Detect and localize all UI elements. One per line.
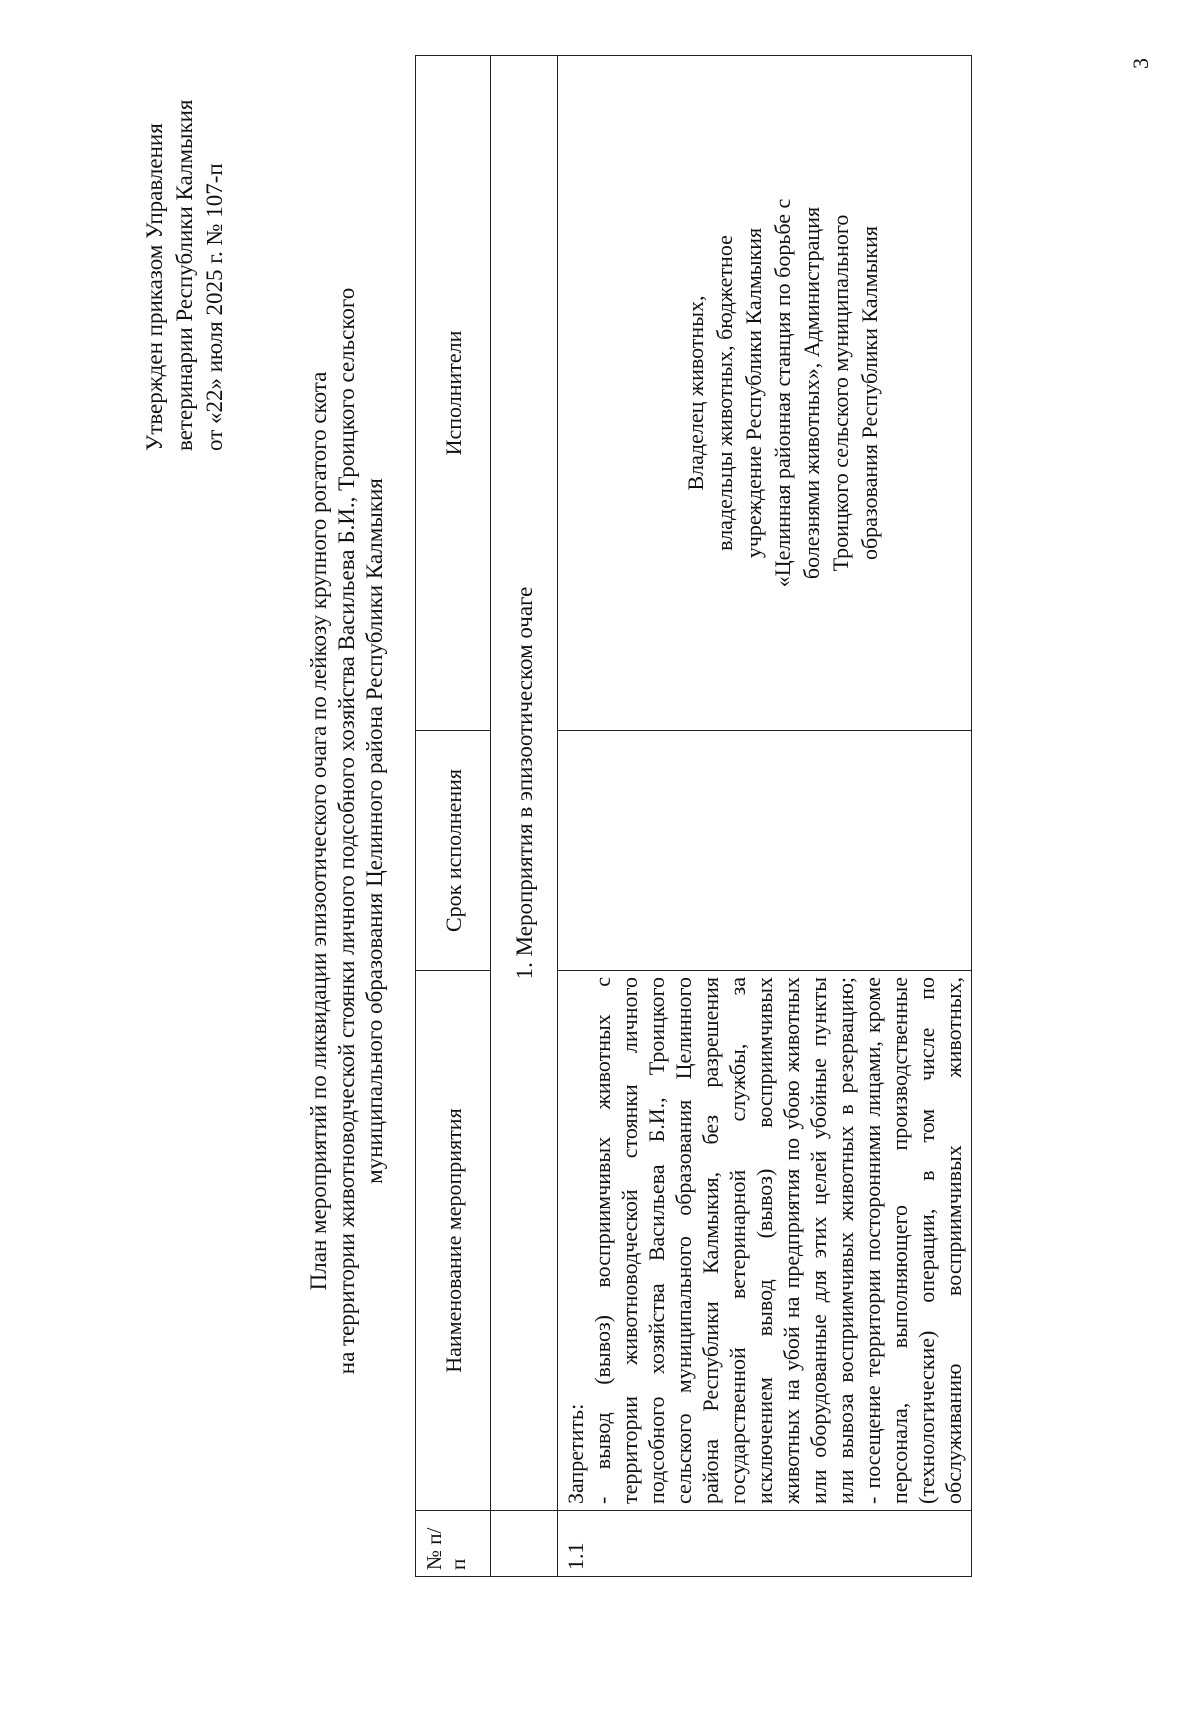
measure-line: персонала, выполняющего производственные — [887, 977, 912, 1504]
executors-cell — [558, 56, 972, 731]
measure-line: района Республики Калмыкия, без разрешения — [698, 977, 723, 1504]
approval-line: Утвержден приказом Управления — [142, 123, 167, 451]
measure-line: исключением вывод (вывоз) восприимчивых — [752, 977, 777, 1504]
executor-line: владельцы животных, бюджетное — [712, 235, 737, 551]
title-line: на территории животноводческой стоянки личного подсобного хозяйства Васильева Б.И., Троицкого сельского — [334, 287, 359, 1375]
measure-line: - вывод (вывоз) восприимчивых животных с — [590, 977, 615, 1504]
document-title — [305, 131, 389, 1531]
measure-line: Запретить: — [563, 1403, 588, 1504]
measure-line: (технологические) операции, в том числе по — [914, 977, 939, 1504]
measure-line: обслуживанию восприимчивых животных, — [941, 977, 966, 1504]
measure-line: или оборудованные для этих целей убойные пункты — [806, 977, 831, 1504]
table-row — [558, 56, 972, 1577]
executor-line: Троицкого сельского муниципального — [828, 214, 853, 572]
measure-line: территории животноводческой стоянки личного — [617, 977, 642, 1504]
section-title: 1. Мероприятия в эпизоотическом очаге — [491, 56, 558, 1511]
title-line: План мероприятий по ликвидации эпизоотического очага по лейкозу крупного рогатого скота — [306, 371, 331, 1291]
measure-line: или вывоза восприимчивых животных в резервацию; — [833, 977, 858, 1504]
measure-line: животных на убой на предприятия по убою животных — [779, 977, 804, 1504]
header-executors: Исполнители — [416, 56, 491, 731]
table-header-row — [416, 56, 491, 1577]
header-num: № п/п — [416, 1511, 491, 1577]
measure-line: сельского муниципального образования Целинного — [671, 977, 696, 1504]
section-row — [491, 56, 558, 1577]
term-cell — [558, 731, 972, 971]
executor-line: образования Республики Калмыкия — [857, 225, 882, 561]
page-number: 3 — [1128, 58, 1153, 69]
approval-line: от «22» июля 2025 г. № 107-п — [202, 163, 227, 451]
measure-line: государственной ветеринарной службы, за — [725, 977, 750, 1504]
row-number: 1.1 — [558, 1511, 972, 1577]
executor-line: Владелец животных, — [683, 295, 708, 491]
measure-cell — [558, 971, 972, 1511]
executor-line: болезнями животных», Администрация — [799, 206, 824, 580]
approval-stamp — [140, 99, 230, 451]
title-line: муниципального образования Целинного района Республики Калмыкия — [362, 478, 387, 1184]
header-term: Срок исполнения — [416, 731, 491, 971]
measure-line: подсобного хозяйства Васильева Б.И., Троицкого — [644, 977, 669, 1504]
header-name: Наименование мероприятия — [416, 971, 491, 1511]
measures-table — [415, 55, 972, 1577]
approval-line: ветеринарии Республики Калмыкия — [172, 99, 197, 451]
executor-line: «Целинная районная станция по борьбе с — [770, 198, 795, 588]
measure-line: - посещение территории посторонними лицами, кроме — [860, 977, 885, 1504]
executor-line: учреждение Республики Калмыкия — [741, 227, 766, 559]
